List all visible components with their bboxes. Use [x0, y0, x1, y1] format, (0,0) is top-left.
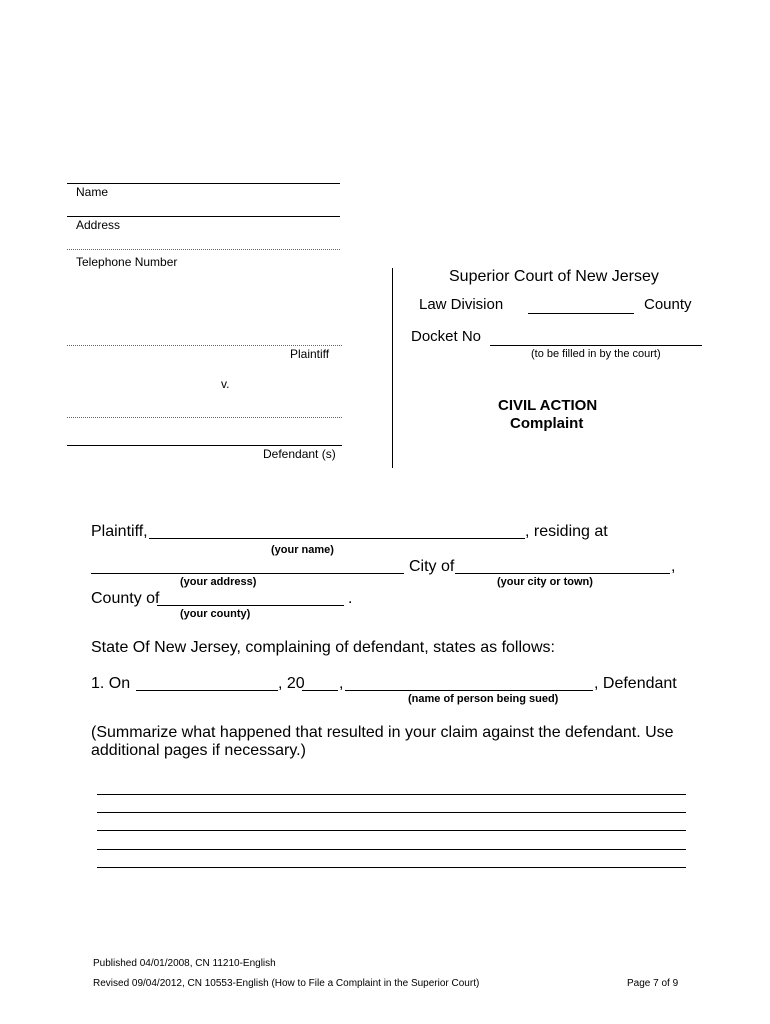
writing-line[interactable]	[97, 812, 686, 813]
law-division-label: Law Division	[419, 296, 504, 313]
defendant-line-2[interactable]	[67, 445, 342, 446]
name-line[interactable]	[67, 183, 340, 184]
item1-defendant: , Defendant	[594, 675, 677, 692]
residing-at-label: , residing at	[525, 523, 608, 540]
item1-comma: ,	[339, 675, 344, 692]
caption-divider	[392, 268, 393, 468]
county-label: County	[644, 296, 692, 313]
docket-field[interactable]	[490, 345, 702, 346]
civil-action-title: CIVIL ACTION	[498, 397, 598, 414]
county-period: .	[348, 590, 353, 607]
writing-line[interactable]	[97, 830, 686, 831]
year-field[interactable]	[302, 690, 338, 691]
city-comma: ,	[671, 558, 676, 575]
city-of-label: City of	[409, 558, 455, 575]
your-address-caption: (your address)	[180, 576, 257, 588]
your-city-caption: (your city or town)	[497, 576, 593, 588]
defendant-name-field[interactable]	[345, 690, 593, 691]
defendant-line-1[interactable]	[67, 417, 342, 418]
county-field[interactable]	[528, 313, 634, 314]
state-line: State Of New Jersey, complaining of defendant, states as follows:	[91, 639, 555, 656]
item1-year: , 20	[278, 675, 305, 692]
court-title: Superior Court of New Jersey	[449, 268, 659, 285]
item1-on: 1. On	[91, 675, 131, 692]
complaint-title: Complaint	[510, 415, 584, 432]
versus-label: v.	[221, 377, 230, 391]
summarize-line-1: (Summarize what happened that resulted in your claim against the defendant. Use	[91, 724, 674, 741]
telephone-line[interactable]	[67, 249, 340, 250]
telephone-label: Telephone Number	[76, 255, 178, 269]
date-field[interactable]	[136, 690, 278, 691]
name-sued-caption: (name of person being sued)	[408, 693, 559, 705]
plaintiff-label: Plaintiff	[290, 347, 330, 361]
defendant-label: Defendant (s)	[263, 447, 336, 461]
footer-page: Page 7 of 9	[627, 978, 679, 989]
docket-label: Docket No	[411, 328, 482, 345]
plaintiff-line[interactable]	[67, 345, 342, 346]
county-of-label: County of	[91, 590, 160, 607]
county-name-field[interactable]	[157, 605, 344, 606]
address-label: Address	[76, 218, 121, 232]
address-line[interactable]	[67, 216, 340, 217]
summarize-line-2: additional pages if necessary.)	[91, 742, 306, 759]
your-name-caption: (your name)	[271, 544, 334, 556]
footer-published: Published 04/01/2008, CN 11210-English	[93, 958, 276, 969]
writing-line[interactable]	[97, 794, 686, 795]
writing-line[interactable]	[97, 867, 686, 868]
docket-note: (to be filled in by the court)	[531, 348, 661, 360]
plaintiff-name-field[interactable]	[149, 538, 525, 539]
city-field[interactable]	[455, 573, 670, 574]
writing-line[interactable]	[97, 849, 686, 850]
footer-revised: Revised 09/04/2012, CN 10553-English (How to File a Complaint in the Superior Court)	[93, 978, 480, 989]
name-label: Name	[76, 185, 109, 199]
plaintiff-prefix: Plaintiff,	[91, 523, 148, 540]
address-field[interactable]	[91, 573, 404, 574]
your-county-caption: (your county)	[180, 608, 251, 620]
